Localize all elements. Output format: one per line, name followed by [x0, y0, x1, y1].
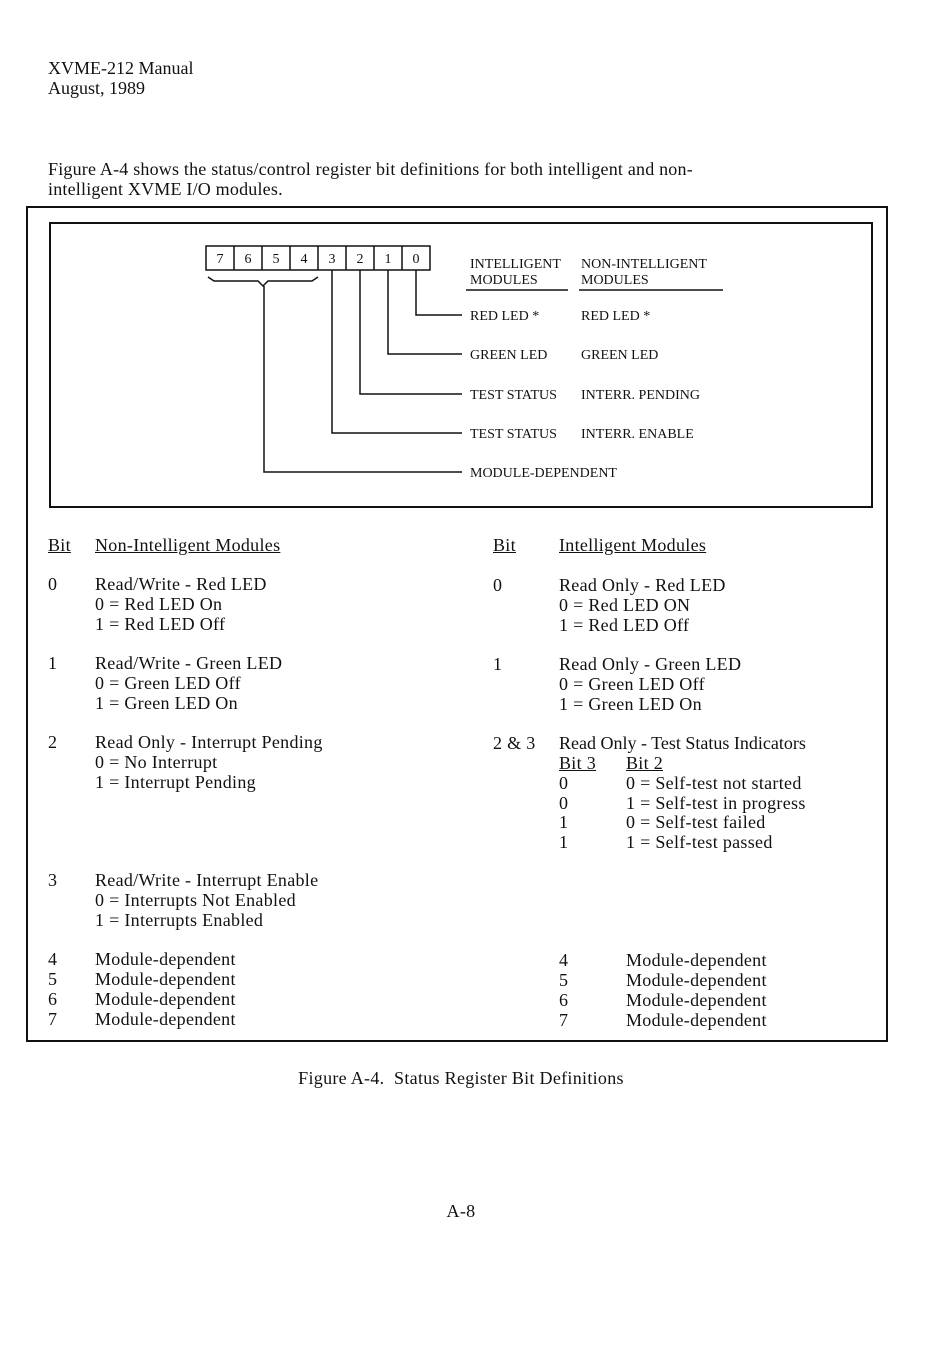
test-row-1-bit2: 0 = Self-test not started — [626, 773, 802, 793]
left-bit-1-val0: 0 = Green LED Off — [95, 673, 241, 693]
diag-module-dependent: MODULE-DEPENDENT — [470, 466, 617, 481]
bit-label: 6 — [244, 252, 252, 267]
left-bit-6-text: Module-dependent — [95, 989, 236, 1009]
left-bit-3-title: Read/Write - Interrupt Enable — [95, 870, 319, 890]
test-row-2-bit3: 0 — [559, 793, 569, 813]
left-bit-7-text: Module-dependent — [95, 1009, 236, 1029]
test-row-3-bit3: 1 — [559, 812, 569, 832]
right-bit-6-text: Module-dependent — [626, 990, 767, 1010]
left-bit-3-val0: 0 = Interrupts Not Enabled — [95, 890, 296, 910]
test-row-2-bit2: 1 = Self-test in progress — [626, 793, 806, 813]
bits-7-4-brace — [208, 277, 318, 286]
test-row-4-bit3: 1 — [559, 832, 569, 852]
diag-intelligent-bit3: TEST STATUS — [470, 427, 557, 442]
bit-label: 7 — [216, 252, 224, 267]
right-bit-4-text: Module-dependent — [626, 950, 767, 970]
right-title: Intelligent Modules — [559, 535, 707, 555]
left-bit-0: 0 — [48, 574, 58, 594]
diag-nonintelligent-bit1: GREEN LED — [581, 348, 659, 363]
right-bit-5-text: Module-dependent — [626, 970, 767, 990]
figure-caption: Figure A-4. Status Register Bit Definitions — [298, 1068, 624, 1088]
left-bit-1-val1: 1 = Green LED On — [95, 693, 238, 713]
bit-label: 1 — [384, 252, 392, 267]
col-intelligent-line1: INTELLIGENT — [470, 257, 561, 272]
leader-bit-3 — [332, 270, 462, 433]
manual-title: XVME-212 Manual — [48, 58, 194, 78]
manual-date: August, 1989 — [48, 78, 146, 98]
test-row-1-bit3: 0 — [559, 773, 569, 793]
diag-intelligent-bit1: GREEN LED — [470, 348, 548, 363]
intro-line-1: Figure A-4 shows the status/control register bit definitions for both intelligent and non- — [48, 159, 693, 179]
right-bit-header: Bit — [493, 535, 516, 555]
right-bit-2-3: 2 & 3 — [493, 733, 536, 753]
diag-nonintelligent-bit0: RED LED * — [581, 309, 651, 324]
right-bit-0-title: Read Only - Red LED — [559, 575, 726, 595]
left-bit-3-val1: 1 = Interrupts Enabled — [95, 910, 264, 930]
bit-label: 2 — [356, 252, 364, 267]
left-bit-0-title: Read/Write - Red LED — [95, 574, 267, 594]
left-bit-7: 7 — [48, 1009, 58, 1029]
right-bit-1-val1: 1 = Green LED On — [559, 694, 702, 714]
left-bit-1: 1 — [48, 653, 58, 673]
diag-intelligent-bit2: TEST STATUS — [470, 388, 557, 403]
left-bit-5-text: Module-dependent — [95, 969, 236, 989]
right-bit-7: 7 — [559, 1010, 569, 1030]
diag-nonintelligent-bit3: INTERR. ENABLE — [581, 427, 694, 442]
diag-nonintelligent-bit2: INTERR. PENDING — [581, 388, 700, 403]
left-bit-2-val0: 0 = No Interrupt — [95, 752, 218, 772]
left-bit-2: 2 — [48, 732, 58, 752]
leader-bit-2 — [360, 270, 462, 394]
right-bit-0-val0: 0 = Red LED ON — [559, 595, 691, 615]
left-bit-2-title: Read Only - Interrupt Pending — [95, 732, 323, 752]
page-number: A-8 — [446, 1201, 476, 1221]
left-bit-4: 4 — [48, 949, 58, 969]
bit-label: 4 — [300, 252, 308, 267]
left-bit-0-val0: 0 = Red LED On — [95, 594, 223, 614]
right-bit-7-text: Module-dependent — [626, 1010, 767, 1030]
right-bit-5: 5 — [559, 970, 569, 990]
left-bit-header: Bit — [48, 535, 71, 555]
right-bit-4: 4 — [559, 950, 569, 970]
col-nonintelligent-line2: MODULES — [581, 273, 649, 288]
left-title: Non-Intelligent Modules — [95, 535, 281, 555]
right-bit-0-val1: 1 = Red LED Off — [559, 615, 690, 635]
test-row-4-bit2: 1 = Self-test passed — [626, 832, 773, 852]
bit-label: 3 — [328, 252, 336, 267]
test-row-3-bit2: 0 = Self-test failed — [626, 812, 766, 832]
left-bit-6: 6 — [48, 989, 58, 1009]
right-bit-1-val0: 0 = Green LED Off — [559, 674, 705, 694]
right-test-status-title: Read Only - Test Status Indicators — [559, 733, 806, 753]
register-diagram — [0, 0, 950, 520]
right-col-bit3: Bit 3 — [559, 753, 597, 773]
col-intelligent-line2: MODULES — [470, 273, 538, 288]
bit-label: 5 — [272, 252, 280, 267]
right-bit-0: 0 — [493, 575, 503, 595]
leader-bits-7-4 — [264, 286, 462, 472]
leader-bit-1 — [388, 270, 462, 354]
leader-bit-0 — [416, 270, 462, 315]
left-bit-3: 3 — [48, 870, 58, 890]
left-bit-2-val1: 1 = Interrupt Pending — [95, 772, 256, 792]
right-bit-1-title: Read Only - Green LED — [559, 654, 742, 674]
right-col-bit2: Bit 2 — [626, 753, 664, 773]
col-nonintelligent-line1: NON-INTELLIGENT — [581, 257, 707, 272]
left-bit-5: 5 — [48, 969, 58, 989]
intro-line-2: intelligent XVME I/O modules. — [48, 179, 283, 199]
left-bit-4-text: Module-dependent — [95, 949, 236, 969]
left-bit-1-title: Read/Write - Green LED — [95, 653, 283, 673]
bit-label: 0 — [412, 252, 420, 267]
right-bit-1: 1 — [493, 654, 503, 674]
diag-intelligent-bit0: RED LED * — [470, 309, 540, 324]
left-bit-0-val1: 1 = Red LED Off — [95, 614, 226, 634]
right-bit-6: 6 — [559, 990, 569, 1010]
